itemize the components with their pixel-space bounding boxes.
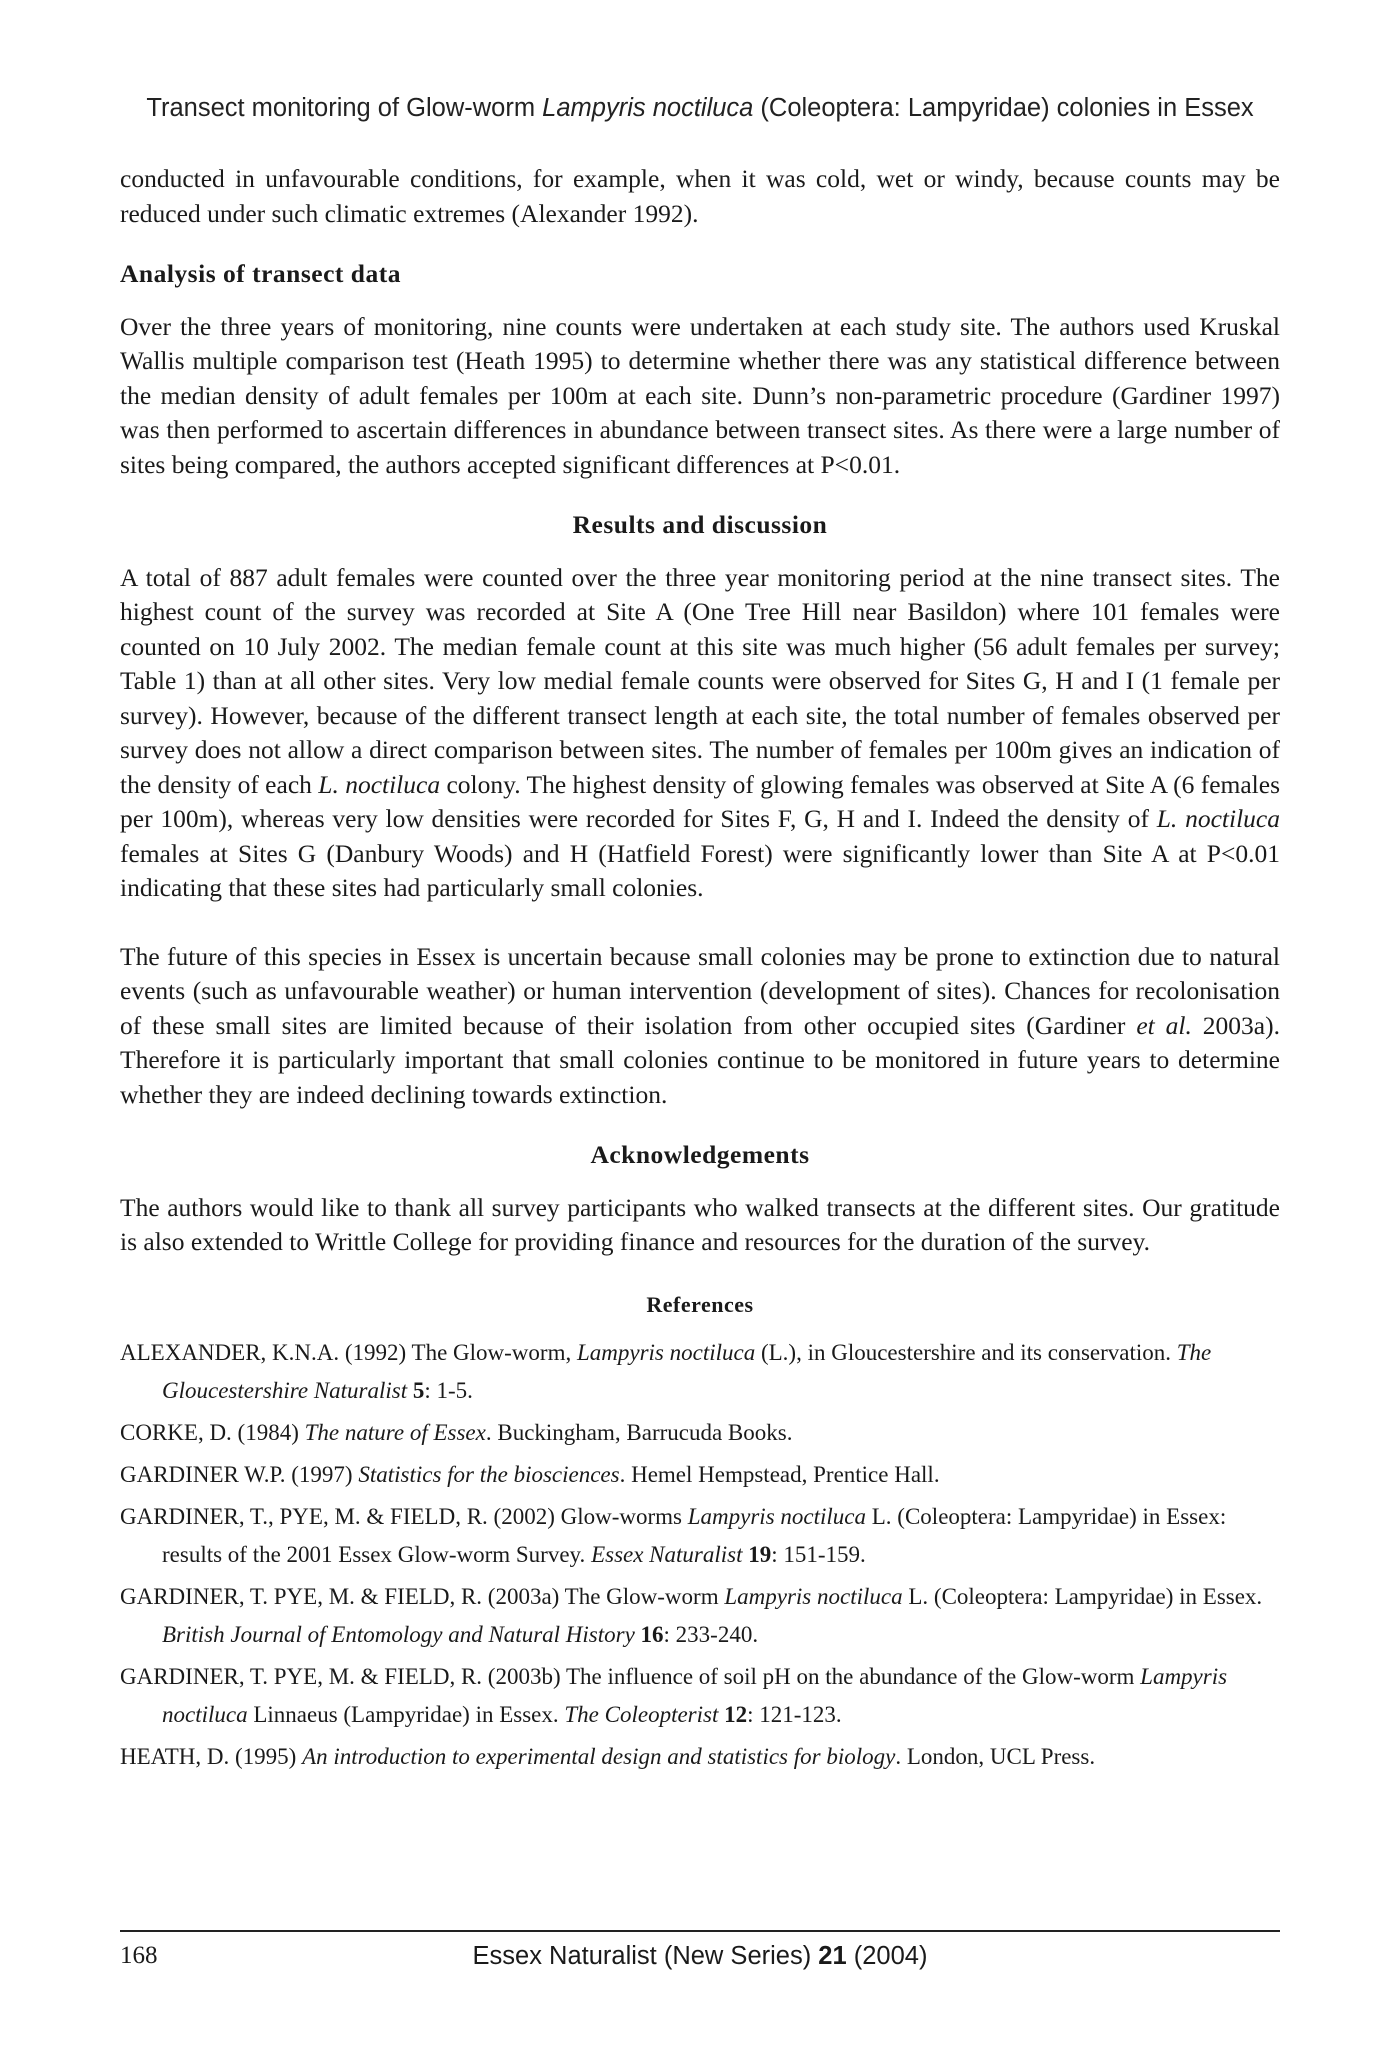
journal-name: Essex Naturalist (New Series) [472, 1942, 819, 1970]
page-number: 168 [120, 1942, 158, 1969]
ref-text: Linnaeus (Lampyridae) in Essex. [247, 1702, 565, 1727]
paragraph-gap [120, 906, 1280, 940]
ref-volume: 5 [412, 1378, 425, 1403]
analysis-paragraph: Over the three years of monitoring, nine counts were undertaken at each study site. The authors used Kruskal Wallis multiple comparison test (Heath 1995) to determine whether there was any statistical difference between the median density of adult females per 100m at each site. Dunn’s non-parametric procedure (Gardiner 1997) was then performed to ascertain differences in abundance between transect sites. As there were a large number of sites being compared, the authors accepted significant differences at P<0.01. [120, 311, 1280, 479]
ref-italic: The nature of Essex [304, 1420, 486, 1445]
ref-text: L. (Coleoptera: Lampyridae) in Essex: results of the 2001 Essex Glow-worm Survey. [162, 1504, 1227, 1567]
reference-item [120, 1658, 1280, 1734]
ref-text: CORKE, D. (1984) [120, 1420, 305, 1445]
ref-pages: : 1-5. [424, 1378, 473, 1403]
reference-item [120, 1578, 1280, 1654]
running-head-after: (Coleoptera: Lampyridae) colonies in Essex [753, 94, 1254, 122]
footer-rule [120, 1930, 1280, 1932]
results-p1-text-b: colony. The highest density of glowing females was observed at Site A (6 females per 100m), whereas very low densities were recorded for Sites F, G, H and I. Indeed the density of [120, 769, 1280, 833]
ref-text: GARDINER, T. PYE, M. & FIELD, R. (2003a) The Glow-worm [120, 1584, 725, 1609]
ref-italic: Lampyris noctiluca [724, 1584, 903, 1609]
analysis-heading: Analysis of transect data [120, 259, 401, 288]
reference-list [120, 1334, 1280, 1776]
ref-italic: Statistics for the biosciences [358, 1462, 620, 1487]
ref-text: . Buckingham, Barrucuda Books. [485, 1420, 793, 1445]
reference-item [120, 1738, 1280, 1776]
ref-journal: The Coleopterist [564, 1702, 719, 1727]
ref-text: HEATH, D. (1995) [120, 1744, 303, 1769]
ref-text: . Hemel Hempstead, Prentice Hall. [619, 1462, 940, 1487]
journal-volume: 21 [818, 1942, 847, 1970]
ref-text: GARDINER, T. PYE, M. & FIELD, R. (2003b) The influence of soil pH on the abundance of the Glow-worm [120, 1664, 1141, 1689]
ref-text: L. (Coleoptera: Lampyridae) in Essex. [902, 1584, 1263, 1609]
reference-item [120, 1498, 1280, 1574]
results-p1-species-2: L. noctiluca [1156, 804, 1280, 833]
ref-journal: British Journal of Entomology and Natural History [162, 1622, 635, 1647]
results-p2-text-a: The future of this species in Essex is uncertain because small colonies may be prone to extinction due to natural events (such as unfavourable weather) or human intervention (development of sites). Chances for recolonisation of these small sites are limited because of their isolation from other occupied sites (Gardiner [120, 941, 1280, 1040]
ref-volume: 12 [724, 1702, 748, 1727]
ref-volume: 16 [640, 1622, 664, 1647]
ref-text: GARDINER W.P. (1997) [120, 1462, 359, 1487]
ref-text: GARDINER, T., PYE, M. & FIELD, R. (2002) Glow-worms [120, 1504, 688, 1529]
ref-italic: Lampyris noctiluca [162, 1664, 1228, 1727]
references-heading: References [646, 1291, 754, 1317]
reference-item [120, 1456, 1280, 1494]
results-paragraph-2 [120, 940, 1280, 1113]
results-p1-text-c: females at Sites G (Danbury Woods) and H (Hatfield Forest) were significantly lower than Site A at P<0.01 indicating that these sites had particularly small colonies. [120, 838, 1280, 902]
ref-journal: Essex Naturalist [591, 1542, 743, 1567]
acknowledgements-heading: Acknowledgements [590, 1140, 810, 1169]
journal-year: (2004) [846, 1942, 928, 1970]
article-body [120, 162, 1280, 1780]
acknowledgements-paragraph: The authors would like to thank all survey participants who walked transects at the different sites. Our gratitude is also extended to Writtle College for providing finance and resources for the duration of the survey. [120, 1192, 1280, 1256]
reference-item [120, 1414, 1280, 1452]
ref-text: ALEXANDER, K.N.A. (1992) The Glow-worm, [120, 1340, 577, 1365]
ref-italic: Lampyris noctiluca [576, 1340, 756, 1365]
results-p1-text-a: A total of 887 adult females were counted over the three year monitoring period at the nine transect sites. The highest count of the survey was recorded at Site A (One Tree Hill near Basildon) where 101 females were counted on 10 July 2002. The median female count at this site was much higher (56 adult females per survey; Table 1) than at all other sites. Very low medial female counts were observed for Sites G, H and I (1 female per survey). However, because of the different transect length at each site, the total number of females observed per survey does not allow a direct comparison between sites. The number of females per 100m gives an indication of the density of each [120, 562, 1280, 799]
results-paragraph-1 [120, 561, 1280, 906]
ref-pages: : 151-159. [771, 1542, 866, 1567]
ref-journal: The Gloucestershire Naturalist [162, 1340, 1212, 1403]
ref-volume: 19 [748, 1542, 772, 1567]
ref-pages: : 233-240. [663, 1622, 759, 1647]
results-p2-text-b: 2003a). Therefore it is particularly important that small colonies continue to be monitored in future years to determine whether they are indeed declining towards extinction. [120, 1010, 1280, 1109]
journal-citation [0, 1942, 1400, 1971]
running-head-before: Transect monitoring of Glow-worm [146, 94, 543, 122]
running-head [0, 94, 1400, 123]
ref-italic: An introduction to experimental design and statistics for biology [302, 1744, 896, 1769]
ref-italic: Lampyris noctiluca [687, 1504, 866, 1529]
ref-pages: : 121-123. [747, 1702, 842, 1727]
ref-text: (L.), in Gloucestershire and its conservation. [755, 1340, 1177, 1365]
reference-item [120, 1334, 1280, 1410]
running-head-species: Lampyris noctiluca [542, 94, 754, 122]
intro-paragraph: conducted in unfavourable conditions, for example, when it was cold, wet or windy, because counts may be reduced under such climatic extremes (Alexander 1992). [120, 164, 1280, 228]
results-heading: Results and discussion [572, 510, 828, 539]
results-p2-etal: et al. [1136, 1010, 1192, 1040]
results-p1-species-1: L. noctiluca [318, 769, 441, 799]
ref-text: . London, UCL Press. [895, 1744, 1096, 1769]
